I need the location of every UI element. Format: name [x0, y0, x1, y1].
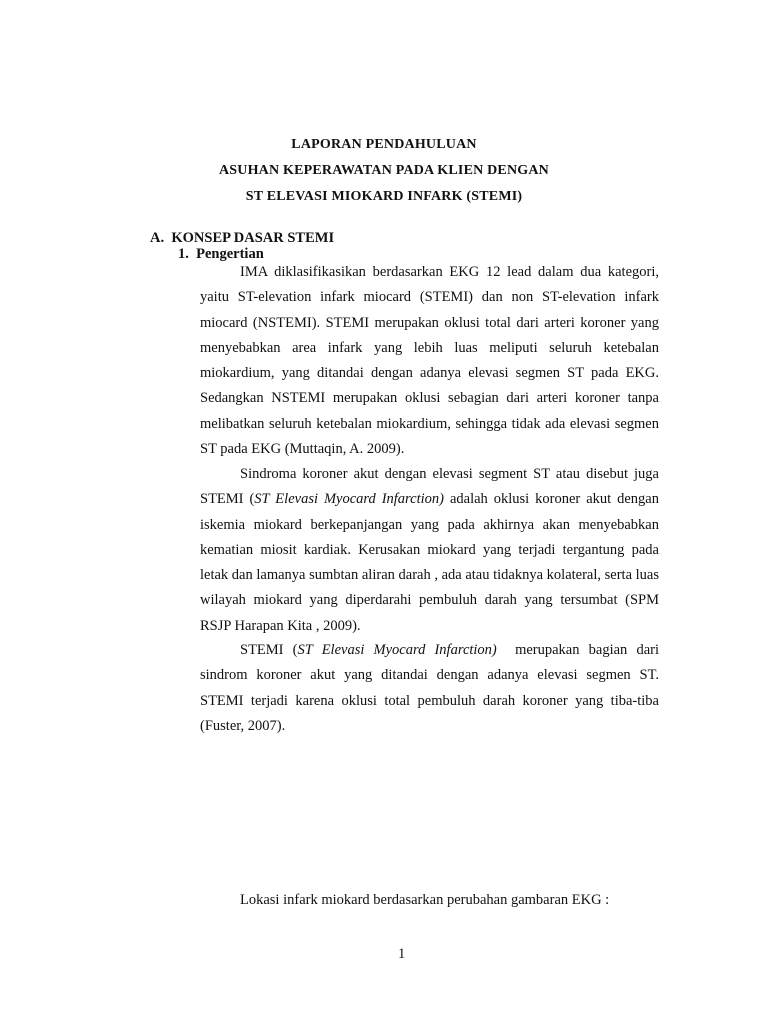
- paragraph-2: [200, 462, 659, 639]
- paragraph-2-text-start: Sindroma koroner akut dengan elevasi segment ST atau disebut juga STEMI (: [200, 466, 659, 508]
- paragraph-3-italic-term: ST Elevasi Myocard Infarction): [297, 642, 497, 658]
- paragraph-3-text-end: merupakan bagian dari sindrom koroner akut yang ditandai dengan adanya elevasi segmen ST. STEMI terjadi karena oklusi total pembuluh darah koroner yang tiba-tiba (Fuster, 2007).: [200, 642, 663, 734]
- ekg-caption: Lokasi infark miokard berdasarkan perubahan gambaran EKG :: [240, 892, 610, 908]
- paragraph-2-text-end: adalah oklusi koroner akut dengan iskemia miokard berkepanjangan yang pada akhirnya akan menyebabkan kematian miosit kardiak. Kerusakan miokard yang terjadi tergantung pada letak dan lamanya sumbtan aliran darah , ada atau tidaknya kolateral, serta luas wilayah miokard yang diperdarahi pembuluh darah yang tersumbat (SPM RSJP Harapan Kita , 2009).: [200, 491, 659, 634]
- section-heading-a: A. KONSEP DASAR STEMI: [150, 230, 335, 246]
- title-line-2: ASUHAN KEPERAWATAN PADA KLIEN DENGAN: [218, 163, 549, 178]
- paragraph-3-text-start: STEMI (: [240, 642, 298, 658]
- paragraph-1-text: IMA diklasifikasikan berdasarkan EKG 12 lead dalam dua kategori, yaitu ST-elevation infark miocard (STEMI) dan non ST-elevation infark miocard (NSTEMI). STEMI merupakan oklusi total dari arteri koroner yang menyebabkan area infark yang lebih luas meliputi seluruh ketebalan miokardium, yang ditandai dengan adanya elevasi segmen ST pada EKG. Sedangkan NSTEMI merupakan oklusi sebagian dari arteri koroner tanpa melibatkan seluruh ketebalan miokardium, sehingga tidak ada elevasi segmen ST pada EKG (Muttaqin, A. 2009).: [200, 264, 659, 458]
- page-number: 1: [398, 946, 406, 962]
- paragraph-1: [200, 260, 659, 462]
- title-line-1: LAPORAN PENDAHULUAN: [291, 137, 477, 152]
- subsection-heading-1: 1. Pengertian: [178, 246, 264, 262]
- title-line-3: ST ELEVASI MIOKARD INFARK (STEMI): [245, 189, 523, 204]
- paragraph-2-italic-term: ST Elevasi Myocard Infarction): [254, 491, 444, 508]
- paragraph-3: [200, 638, 663, 739]
